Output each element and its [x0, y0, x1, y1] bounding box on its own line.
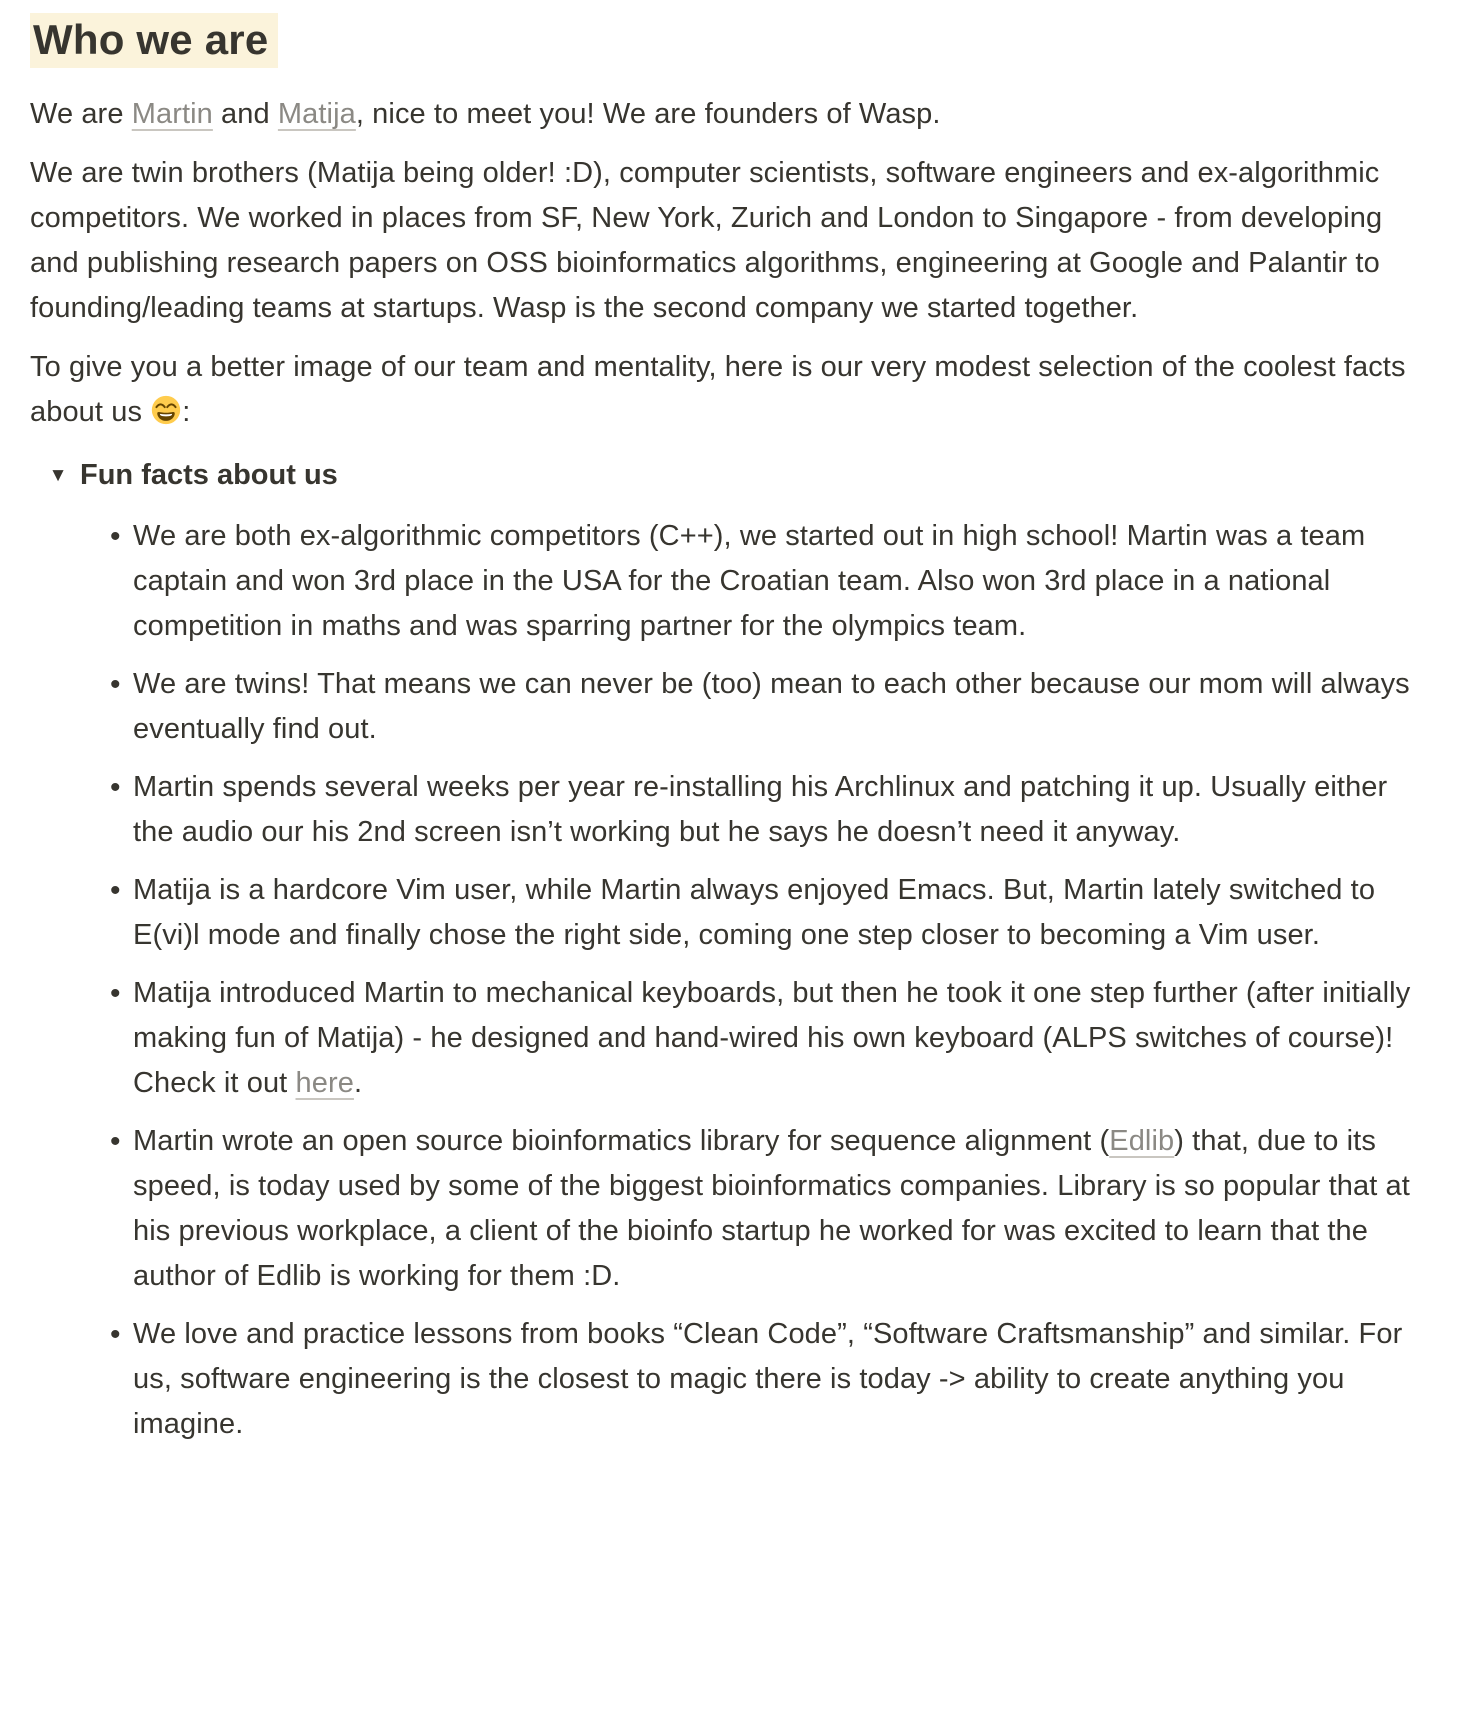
fact-item: • Martin spends several weeks per year re-installing his Archlinux and patching it up. Usually either the audio our his 2nd screen isn’t working but he says he doesn’t need it anyway. [30, 765, 1434, 855]
fact-item: • Matija is a hardcore Vim user, while Martin always enjoyed Emacs. But, Martin lately switched to E(vi)l mode and finally chose the right side, coming one step closer to becoming a Vim user. [30, 868, 1434, 958]
fun-facts-toggle [30, 453, 1434, 498]
fun-facts-list [30, 514, 1434, 1447]
fact-item: • We are both ex-algorithmic competitors (C++), we started out in high school! Martin was a team captain and won 3rd place in the USA for the Croatian team. Also won 3rd place in a national competition in maths and was sparring partner for the olympics team. [30, 514, 1434, 649]
fact-item: • We are twins! That means we can never be (too) mean to each other because our mom will always eventually find out. [30, 662, 1434, 752]
facts-intro-paragraph [30, 345, 1434, 435]
edlib-link[interactable]: Edlib [1109, 1125, 1175, 1157]
about-paragraph: We are twin brothers (Matija being older! :D), computer scientists, software engineers and ex-algorithmic competitors. We worked in places from SF, New York, Zurich and London to Singapore - from developing and publishing research papers on OSS bioinformatics algorithms, engineering at Google and Palantir to founding/leading teams at startups. Wasp is the second company we started together. [30, 157, 1383, 324]
fact-text: Martin wrote an open source bioinformatics library for sequence alignment ( [133, 1125, 1110, 1157]
intro-text: , nice to meet you! We are founders of Wasp. [355, 98, 941, 130]
fact-item [30, 1119, 1434, 1299]
fact-text: . [353, 1067, 363, 1099]
grinning-emoji-icon [151, 394, 181, 424]
keyboard-here-link[interactable]: here [295, 1067, 354, 1099]
fact-item [30, 971, 1434, 1106]
fact-text: Matija introduced Martin to mechanical keyboards, but then he took it one step further (after initially making fun of Matija) - he designed and hand-wired his own keyboard (ALPS switches of course)! Check it out [133, 977, 1411, 1099]
fact-item: • We love and practice lessons from books “Clean Code”, “Software Craftsmanship” and similar. For us, software engineering is the closest to magic there is today -> ability to create anything you imagine. [30, 1312, 1434, 1447]
fun-facts-toggle-label[interactable]: Fun facts about us [80, 459, 338, 491]
fact-text: ) that, due to its speed, is today used by some of the biggest bioinformatics companies. Library is so popular that at his previous workplace, a client of the bioinfo startup he worked for was excited to learn that the author of Edlib is working for them :D. [133, 1125, 1410, 1292]
intro-text: and [212, 98, 278, 130]
toggle-triangle-icon[interactable]: ▼ [36, 453, 80, 498]
intro-paragraph [30, 92, 1434, 137]
facts-intro-text: To give you a better image of our team and mentality, here is our very modest selection of the coolest facts about us [30, 351, 1406, 428]
martin-link[interactable]: Martin [131, 98, 213, 130]
page-title [30, 12, 1434, 68]
facts-intro-colon: : [182, 396, 191, 428]
matija-link[interactable]: Matija [277, 98, 356, 130]
page-title-highlight: Who we are [30, 13, 278, 68]
intro-text: We are [30, 98, 132, 130]
